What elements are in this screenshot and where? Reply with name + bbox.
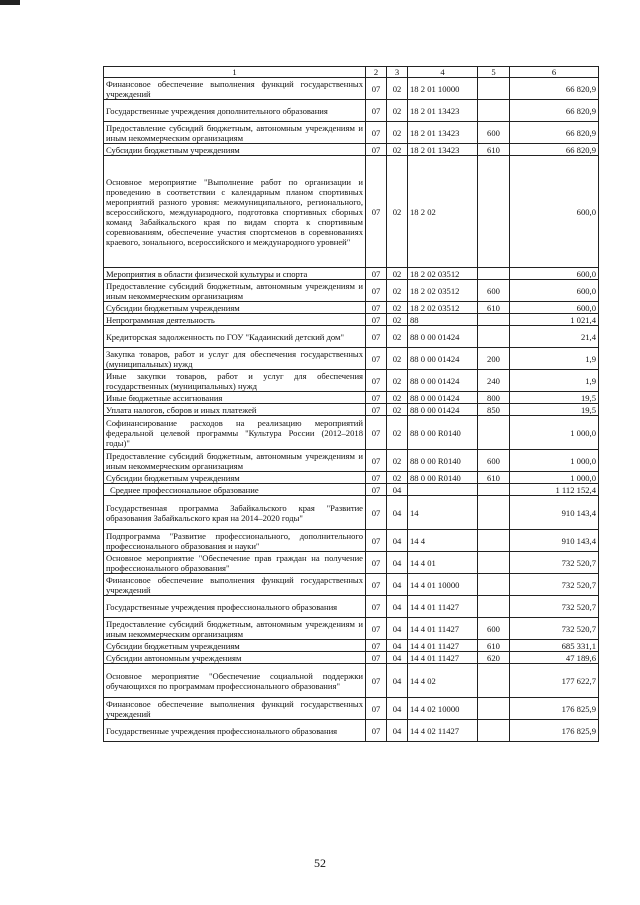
row-code-cell: 14 4 02 10000: [408, 698, 478, 720]
row-amount-cell: 66 820,9: [510, 100, 599, 122]
row-code-cell: 18 2 02 03512: [408, 302, 478, 314]
row-name-cell: Государственные учреждения профессионального образования: [104, 720, 366, 742]
row-subsection-cell: 04: [387, 640, 408, 652]
row-section-cell: 07: [366, 302, 387, 314]
row-expense-type-cell: 200: [478, 348, 510, 370]
row-section-cell: 07: [366, 618, 387, 640]
row-section-cell: 07: [366, 664, 387, 698]
row-amount-cell: 1 112 152,4: [510, 484, 599, 496]
table-row: [104, 618, 599, 640]
row-amount-cell: 732 520,7: [510, 552, 599, 574]
row-code-cell: 14 4 02: [408, 664, 478, 698]
table-row: [104, 496, 599, 530]
table-row: [104, 484, 599, 496]
row-expense-type-cell: 600: [478, 618, 510, 640]
row-expense-type-cell: [478, 156, 510, 268]
row-expense-type-cell: 240: [478, 370, 510, 392]
row-subsection-cell: 04: [387, 652, 408, 664]
row-section-cell: 07: [366, 404, 387, 416]
row-subsection-cell: 04: [387, 664, 408, 698]
row-code-cell: 88 0 00 01424: [408, 370, 478, 392]
row-subsection-cell: 02: [387, 326, 408, 348]
row-section-cell: 07: [366, 496, 387, 530]
row-amount-cell: 685 331,1: [510, 640, 599, 652]
row-code-cell: 14: [408, 496, 478, 530]
table-row: [104, 416, 599, 450]
row-expense-type-cell: 610: [478, 144, 510, 156]
row-section-cell: 07: [366, 552, 387, 574]
row-section-cell: 07: [366, 652, 387, 664]
row-code-cell: 14 4 01 11427: [408, 652, 478, 664]
table-header-row: [104, 67, 599, 78]
row-name-cell: Основное мероприятие "Выполнение работ по организации и проведению в соответствии с календарным планом спортивных мероприятий разного уровня: межмуниципального, регионального, всероссийского, международного, подготовка спортивных сборных команд Забайкальского края по видам спорта к спортивным соревнованиям, обеспечение участия спортсменов в соревнованиях краевого, зонального, всероссийского и международного уровней": [104, 156, 366, 268]
row-section-cell: 07: [366, 530, 387, 552]
row-amount-cell: 910 143,4: [510, 530, 599, 552]
row-section-cell: 07: [366, 392, 387, 404]
row-expense-type-cell: [478, 268, 510, 280]
row-subsection-cell: 04: [387, 618, 408, 640]
row-subsection-cell: 04: [387, 496, 408, 530]
row-code-cell: 88: [408, 314, 478, 326]
row-code-cell: 18 2 01 13423: [408, 122, 478, 144]
table-row: [104, 698, 599, 720]
row-code-cell: [408, 484, 478, 496]
row-name-cell: Субсидии бюджетным учреждениям: [104, 302, 366, 314]
row-code-cell: 14 4 01: [408, 552, 478, 574]
row-amount-cell: 177 622,7: [510, 664, 599, 698]
row-amount-cell: 176 825,9: [510, 720, 599, 742]
table-row: [104, 574, 599, 596]
row-section-cell: 07: [366, 574, 387, 596]
row-section-cell: 07: [366, 268, 387, 280]
row-code-cell: 88 0 00 01424: [408, 392, 478, 404]
table-row: [104, 664, 599, 698]
table-row: [104, 640, 599, 652]
row-expense-type-cell: [478, 530, 510, 552]
row-expense-type-cell: [478, 100, 510, 122]
row-section-cell: 07: [366, 78, 387, 100]
table-row: [104, 122, 599, 144]
row-name-cell: Непрограммная деятельность: [104, 314, 366, 326]
row-name-cell: Предоставление субсидий бюджетным, автономным учреждениям и иным некоммерческим организациям: [104, 280, 366, 302]
row-expense-type-cell: [478, 720, 510, 742]
header-cell: 5: [478, 67, 510, 78]
table-row: [104, 268, 599, 280]
budget-table: [103, 66, 599, 742]
table-row: [104, 100, 599, 122]
page-number: 52: [314, 856, 326, 870]
row-amount-cell: 600,0: [510, 156, 599, 268]
row-expense-type-cell: 800: [478, 392, 510, 404]
row-name-cell: Подпрограмма "Развитие профессионального, дополнительного профессионального образования и науки": [104, 530, 366, 552]
table-row: [104, 348, 599, 370]
row-expense-type-cell: [478, 552, 510, 574]
row-subsection-cell: 02: [387, 156, 408, 268]
row-subsection-cell: 02: [387, 314, 408, 326]
row-name-cell: Кредиторская задолженность по ГОУ "Кадаинский детский дом": [104, 326, 366, 348]
row-name-cell: Иные закупки товаров, работ и услуг для обеспечения государственных (муниципальных) нужд: [104, 370, 366, 392]
row-subsection-cell: 04: [387, 530, 408, 552]
table-row: [104, 156, 599, 268]
row-name-cell: Софинансирование расходов на реализацию мероприятий федеральной целевой программы "Культура России (2012–2018 годы)": [104, 416, 366, 450]
row-amount-cell: 1 000,0: [510, 416, 599, 450]
table-row: [104, 314, 599, 326]
row-section-cell: 07: [366, 416, 387, 450]
row-code-cell: 14 4 01 10000: [408, 574, 478, 596]
row-name-cell: Предоставление субсидий бюджетным, автономным учреждениям и иным некоммерческим организациям: [104, 450, 366, 472]
row-code-cell: 18 2 01 13423: [408, 144, 478, 156]
row-code-cell: 88 0 00 01424: [408, 326, 478, 348]
row-subsection-cell: 02: [387, 450, 408, 472]
row-amount-cell: 66 820,9: [510, 78, 599, 100]
row-amount-cell: 600,0: [510, 302, 599, 314]
row-subsection-cell: 04: [387, 484, 408, 496]
row-expense-type-cell: [478, 574, 510, 596]
row-expense-type-cell: 850: [478, 404, 510, 416]
row-section-cell: 07: [366, 326, 387, 348]
row-amount-cell: 1 021,4: [510, 314, 599, 326]
row-amount-cell: 66 820,9: [510, 122, 599, 144]
row-section-cell: 07: [366, 314, 387, 326]
row-amount-cell: 21,4: [510, 326, 599, 348]
row-code-cell: 18 2 02 03512: [408, 268, 478, 280]
row-amount-cell: 176 825,9: [510, 698, 599, 720]
row-amount-cell: 732 520,7: [510, 596, 599, 618]
row-expense-type-cell: [478, 496, 510, 530]
row-subsection-cell: 02: [387, 100, 408, 122]
row-name-cell: Субсидии автономным учреждениям: [104, 652, 366, 664]
header-cell: 1: [104, 67, 366, 78]
row-expense-type-cell: [478, 416, 510, 450]
row-name-cell: Финансовое обеспечение выполнения функций государственных учреждений: [104, 698, 366, 720]
row-subsection-cell: 04: [387, 698, 408, 720]
row-amount-cell: 47 189,6: [510, 652, 599, 664]
row-name-cell: Предоставление субсидий бюджетным, автономным учреждениям и иным некоммерческим организациям: [104, 618, 366, 640]
row-code-cell: 14 4 01 11427: [408, 640, 478, 652]
row-subsection-cell: 02: [387, 472, 408, 484]
row-section-cell: 07: [366, 484, 387, 496]
row-expense-type-cell: [478, 664, 510, 698]
header-cell: 6: [510, 67, 599, 78]
row-section-cell: 07: [366, 156, 387, 268]
row-name-cell: Основное мероприятие "Обеспечение прав граждан на получение профессионального образования": [104, 552, 366, 574]
row-expense-type-cell: [478, 596, 510, 618]
row-expense-type-cell: 600: [478, 280, 510, 302]
row-amount-cell: 19,5: [510, 404, 599, 416]
row-name-cell: Закупка товаров, работ и услуг для обеспечения государственных (муниципальных) нужд: [104, 348, 366, 370]
table-row: [104, 326, 599, 348]
row-amount-cell: 600,0: [510, 280, 599, 302]
table-row: [104, 370, 599, 392]
row-subsection-cell: 02: [387, 416, 408, 450]
row-expense-type-cell: 620: [478, 652, 510, 664]
row-code-cell: 18 2 02: [408, 156, 478, 268]
row-expense-type-cell: 600: [478, 122, 510, 144]
row-code-cell: 88 0 00 R0140: [408, 416, 478, 450]
row-expense-type-cell: 600: [478, 450, 510, 472]
row-expense-type-cell: 610: [478, 302, 510, 314]
table-row: [104, 530, 599, 552]
row-name-cell: Иные бюджетные ассигнования: [104, 392, 366, 404]
row-code-cell: 88 0 00 01424: [408, 404, 478, 416]
row-subsection-cell: 02: [387, 280, 408, 302]
row-section-cell: 07: [366, 698, 387, 720]
row-expense-type-cell: [478, 326, 510, 348]
row-name-cell: Мероприятия в области физической культуры и спорта: [104, 268, 366, 280]
row-subsection-cell: 02: [387, 392, 408, 404]
header-cell: 3: [387, 67, 408, 78]
row-code-cell: 88 0 00 R0140: [408, 450, 478, 472]
table-row: [104, 144, 599, 156]
table-row: [104, 472, 599, 484]
row-name-cell: Среднее профессиональное образование: [104, 484, 366, 496]
table-row: [104, 596, 599, 618]
row-code-cell: 14 4: [408, 530, 478, 552]
row-subsection-cell: 02: [387, 404, 408, 416]
row-subsection-cell: 02: [387, 302, 408, 314]
row-subsection-cell: 04: [387, 720, 408, 742]
row-section-cell: 07: [366, 280, 387, 302]
row-code-cell: 14 4 01 11427: [408, 596, 478, 618]
table-row: [104, 720, 599, 742]
table-row: [104, 302, 599, 314]
row-name-cell: Субсидии бюджетным учреждениям: [104, 640, 366, 652]
row-expense-type-cell: 610: [478, 640, 510, 652]
row-name-cell: Государственная программа Забайкальского края "Развитие образования Забайкальского края на 2014–2020 годы": [104, 496, 366, 530]
row-expense-type-cell: 610: [478, 472, 510, 484]
row-expense-type-cell: [478, 78, 510, 100]
row-section-cell: 07: [366, 348, 387, 370]
table-row: [104, 392, 599, 404]
row-section-cell: 07: [366, 100, 387, 122]
row-section-cell: 07: [366, 144, 387, 156]
row-section-cell: 07: [366, 640, 387, 652]
row-code-cell: 88 0 00 R0140: [408, 472, 478, 484]
row-name-cell: Финансовое обеспечение выполнения функций государственных учреждений: [104, 574, 366, 596]
row-name-cell: Субсидии бюджетным учреждениям: [104, 472, 366, 484]
row-amount-cell: 1,9: [510, 348, 599, 370]
row-expense-type-cell: [478, 314, 510, 326]
row-amount-cell: 732 520,7: [510, 618, 599, 640]
row-section-cell: 07: [366, 122, 387, 144]
row-name-cell: Уплата налогов, сборов и иных платежей: [104, 404, 366, 416]
table-row: [104, 280, 599, 302]
table-row: [104, 652, 599, 664]
table-row: [104, 450, 599, 472]
row-name-cell: Государственные учреждения профессионального образования: [104, 596, 366, 618]
row-section-cell: 07: [366, 450, 387, 472]
row-name-cell: Субсидии бюджетным учреждениям: [104, 144, 366, 156]
row-name-cell: Предоставление субсидий бюджетным, автономным учреждениям и иным некоммерческим организациям: [104, 122, 366, 144]
row-subsection-cell: 04: [387, 552, 408, 574]
table-row: [104, 552, 599, 574]
row-section-cell: 07: [366, 720, 387, 742]
row-amount-cell: 600,0: [510, 268, 599, 280]
row-section-cell: 07: [366, 596, 387, 618]
row-code-cell: 88 0 00 01424: [408, 348, 478, 370]
row-amount-cell: 66 820,9: [510, 144, 599, 156]
row-subsection-cell: 04: [387, 574, 408, 596]
row-subsection-cell: 02: [387, 122, 408, 144]
table-row: [104, 404, 599, 416]
row-name-cell: Финансовое обеспечение выполнения функций государственных учреждений: [104, 78, 366, 100]
row-subsection-cell: 02: [387, 268, 408, 280]
row-expense-type-cell: [478, 698, 510, 720]
row-subsection-cell: 02: [387, 370, 408, 392]
row-code-cell: 18 2 01 13423: [408, 100, 478, 122]
row-code-cell: 18 2 01 10000: [408, 78, 478, 100]
header-cell: 2: [366, 67, 387, 78]
row-amount-cell: 19,5: [510, 392, 599, 404]
row-amount-cell: 1,9: [510, 370, 599, 392]
table-row: [104, 78, 599, 100]
row-code-cell: 14 4 01 11427: [408, 618, 478, 640]
row-name-cell: Государственные учреждения дополнительного образования: [104, 100, 366, 122]
row-subsection-cell: 04: [387, 596, 408, 618]
row-amount-cell: 910 143,4: [510, 496, 599, 530]
row-expense-type-cell: [478, 484, 510, 496]
row-section-cell: 07: [366, 370, 387, 392]
row-subsection-cell: 02: [387, 78, 408, 100]
row-amount-cell: 732 520,7: [510, 574, 599, 596]
row-section-cell: 07: [366, 472, 387, 484]
row-code-cell: 18 2 02 03512: [408, 280, 478, 302]
scan-edge-mark: [0, 0, 20, 5]
row-subsection-cell: 02: [387, 348, 408, 370]
row-name-cell: Основное мероприятие "Обеспечение социальной поддержки обучающихся по программам профессионального образования": [104, 664, 366, 698]
row-amount-cell: 1 000,0: [510, 472, 599, 484]
row-subsection-cell: 02: [387, 144, 408, 156]
header-cell: 4: [408, 67, 478, 78]
row-code-cell: 14 4 02 11427: [408, 720, 478, 742]
row-amount-cell: 1 000,0: [510, 450, 599, 472]
